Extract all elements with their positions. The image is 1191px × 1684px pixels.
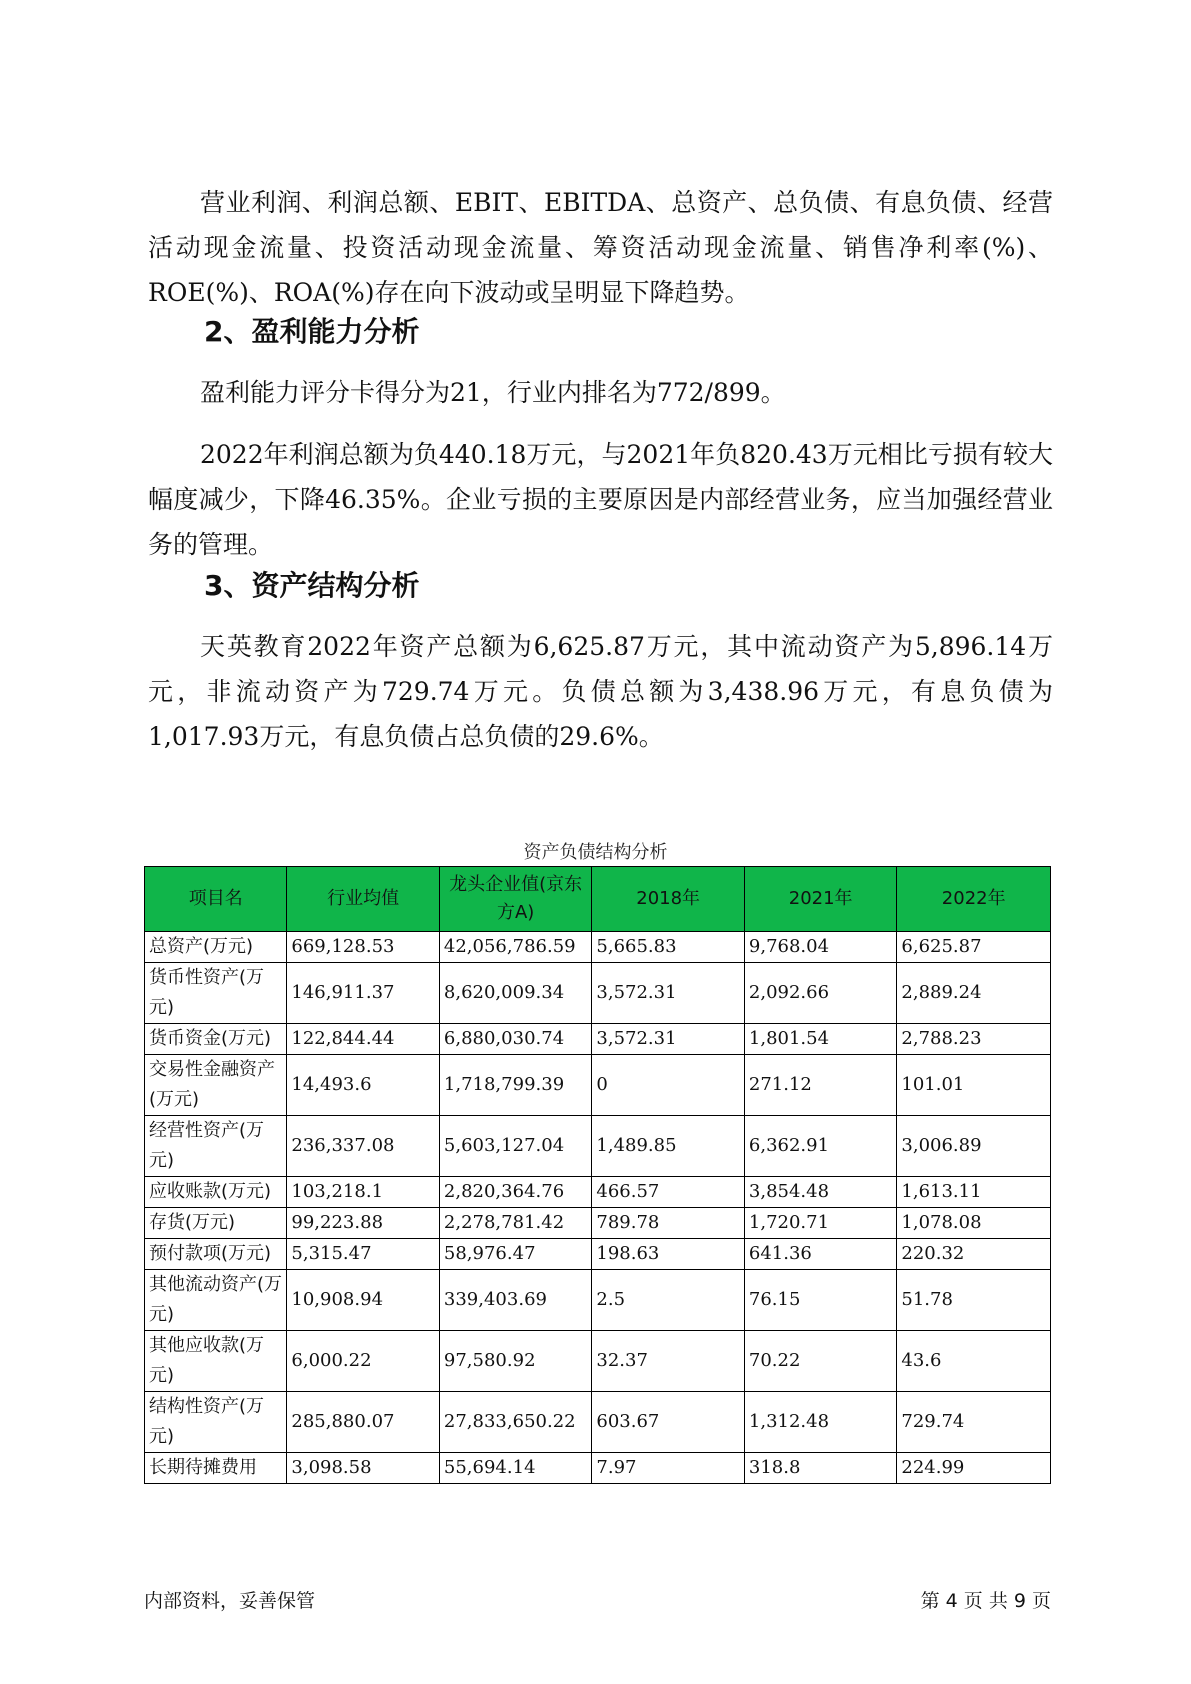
value-cell: 76.15	[744, 1270, 897, 1331]
row-label-cell: 货币性资产(万元)	[145, 963, 287, 1024]
value-cell: 2.5	[592, 1270, 745, 1331]
column-header: 2018年	[592, 867, 745, 932]
value-cell: 27,833,650.22	[439, 1392, 592, 1453]
value-cell: 10,908.94	[287, 1270, 440, 1331]
intro-paragraph: 营业利润、利润总额、EBIT、EBITDA、总资产、总负债、有息负债、经营活动现金流量、投资活动现金流量、筹资活动现金流量、销售净利率(%)、ROE(%)、ROA(%)存在向下波动或呈明显下降趋势。	[148, 188, 1053, 307]
table-caption: 资产负债结构分析	[523, 842, 668, 863]
column-header: 2021年	[744, 867, 897, 932]
value-cell: 42,056,786.59	[439, 932, 592, 963]
value-cell: 285,880.07	[287, 1392, 440, 1453]
value-cell: 146,911.37	[287, 963, 440, 1024]
value-cell: 51.78	[897, 1270, 1051, 1331]
value-cell: 318.8	[744, 1453, 897, 1484]
value-cell: 2,820,364.76	[439, 1177, 592, 1208]
value-cell: 1,718,799.39	[439, 1055, 592, 1116]
value-cell: 3,006.89	[897, 1116, 1051, 1177]
table-row	[145, 1270, 1051, 1331]
value-cell: 97,580.92	[439, 1331, 592, 1392]
value-cell: 43.6	[897, 1331, 1051, 1392]
value-cell: 3,854.48	[744, 1177, 897, 1208]
value-cell: 122,844.44	[287, 1024, 440, 1055]
section-heading-asset-structure: 3、资产结构分析	[204, 569, 420, 602]
value-cell: 9,768.04	[744, 932, 897, 963]
value-cell: 1,720.71	[744, 1208, 897, 1239]
table-row	[145, 1055, 1051, 1116]
table-header-row	[145, 867, 1051, 932]
value-cell: 58,976.47	[439, 1239, 592, 1270]
value-cell: 6,880,030.74	[439, 1024, 592, 1055]
value-cell: 1,801.54	[744, 1024, 897, 1055]
row-label-cell: 其他流动资产(万元)	[145, 1270, 287, 1331]
value-cell: 101.01	[897, 1055, 1051, 1116]
table-row	[145, 1208, 1051, 1239]
profit-paragraph: 2022年利润总额为负440.18万元，与2021年负820.43万元相比亏损有较大幅度减少，下降46.35%。企业亏损的主要原因是内部经营业务，应当加强经营业务的管理。	[148, 440, 1053, 559]
section-heading-profitability: 2、盈利能力分析	[204, 315, 420, 348]
row-label-cell: 总资产(万元)	[145, 932, 287, 963]
column-header: 龙头企业值(京东方A)	[439, 867, 592, 932]
value-cell: 5,665.83	[592, 932, 745, 963]
value-cell: 5,315.47	[287, 1239, 440, 1270]
table-row	[145, 1453, 1051, 1484]
value-cell: 2,092.66	[744, 963, 897, 1024]
value-cell: 0	[592, 1055, 745, 1116]
value-cell: 641.36	[744, 1239, 897, 1270]
value-cell: 789.78	[592, 1208, 745, 1239]
assets-paragraph: 天英教育2022年资产总额为6,625.87万元，其中流动资产为5,896.14万元，非流动资产为729.74万元。负债总额为3,438.96万元，有息负债为1,017.93万元，有息负债占总负债的29.6%。	[148, 632, 1053, 751]
value-cell: 103,218.1	[287, 1177, 440, 1208]
table-row	[145, 1331, 1051, 1392]
row-label-cell: 其他应收款(万元)	[145, 1331, 287, 1392]
row-label-cell: 应收账款(万元)	[145, 1177, 287, 1208]
value-cell: 3,572.31	[592, 1024, 745, 1055]
table-body	[145, 932, 1051, 1484]
table-row	[145, 932, 1051, 963]
value-cell: 2,278,781.42	[439, 1208, 592, 1239]
value-cell: 729.74	[897, 1392, 1051, 1453]
table-row	[145, 1116, 1051, 1177]
row-label-cell: 预付款项(万元)	[145, 1239, 287, 1270]
value-cell: 6,000.22	[287, 1331, 440, 1392]
column-header: 2022年	[897, 867, 1051, 932]
value-cell: 7.97	[592, 1453, 745, 1484]
value-cell: 224.99	[897, 1453, 1051, 1484]
value-cell: 8,620,009.34	[439, 963, 592, 1024]
value-cell: 1,613.11	[897, 1177, 1051, 1208]
value-cell: 603.67	[592, 1392, 745, 1453]
value-cell: 5,603,127.04	[439, 1116, 592, 1177]
value-cell: 236,337.08	[287, 1116, 440, 1177]
value-cell: 220.32	[897, 1239, 1051, 1270]
value-cell: 55,694.14	[439, 1453, 592, 1484]
value-cell: 1,312.48	[744, 1392, 897, 1453]
row-label-cell: 货币资金(万元)	[145, 1024, 287, 1055]
value-cell: 70.22	[744, 1331, 897, 1392]
value-cell: 6,362.91	[744, 1116, 897, 1177]
value-cell: 2,889.24	[897, 963, 1051, 1024]
value-cell: 1,489.85	[592, 1116, 745, 1177]
row-label-cell: 长期待摊费用	[145, 1453, 287, 1484]
value-cell: 1,078.08	[897, 1208, 1051, 1239]
row-label-cell: 存货(万元)	[145, 1208, 287, 1239]
value-cell: 99,223.88	[287, 1208, 440, 1239]
table-row	[145, 1392, 1051, 1453]
value-cell: 466.57	[592, 1177, 745, 1208]
value-cell: 2,788.23	[897, 1024, 1051, 1055]
value-cell: 198.63	[592, 1239, 745, 1270]
value-cell: 271.12	[744, 1055, 897, 1116]
row-label-cell: 经营性资产(万元)	[145, 1116, 287, 1177]
row-label-cell: 交易性金融资产(万元)	[145, 1055, 287, 1116]
footer-page-number: 第 4 页 共 9 页	[920, 1590, 1051, 1612]
balance-structure-table	[144, 866, 1051, 1484]
value-cell: 669,128.53	[287, 932, 440, 963]
value-cell: 3,572.31	[592, 963, 745, 1024]
value-cell: 14,493.6	[287, 1055, 440, 1116]
footer-confidential-note: 内部资料，妥善保管	[144, 1590, 316, 1612]
table-row	[145, 1177, 1051, 1208]
value-cell: 6,625.87	[897, 932, 1051, 963]
row-label-cell: 结构性资产(万元)	[145, 1392, 287, 1453]
table-row	[145, 963, 1051, 1024]
table-row	[145, 1239, 1051, 1270]
value-cell: 339,403.69	[439, 1270, 592, 1331]
value-cell: 32.37	[592, 1331, 745, 1392]
table-row	[145, 1024, 1051, 1055]
column-header: 项目名	[145, 867, 287, 932]
score-paragraph: 盈利能力评分卡得分为21，行业内排名为772/899。	[200, 378, 786, 407]
column-header: 行业均值	[287, 867, 440, 932]
value-cell: 3,098.58	[287, 1453, 440, 1484]
